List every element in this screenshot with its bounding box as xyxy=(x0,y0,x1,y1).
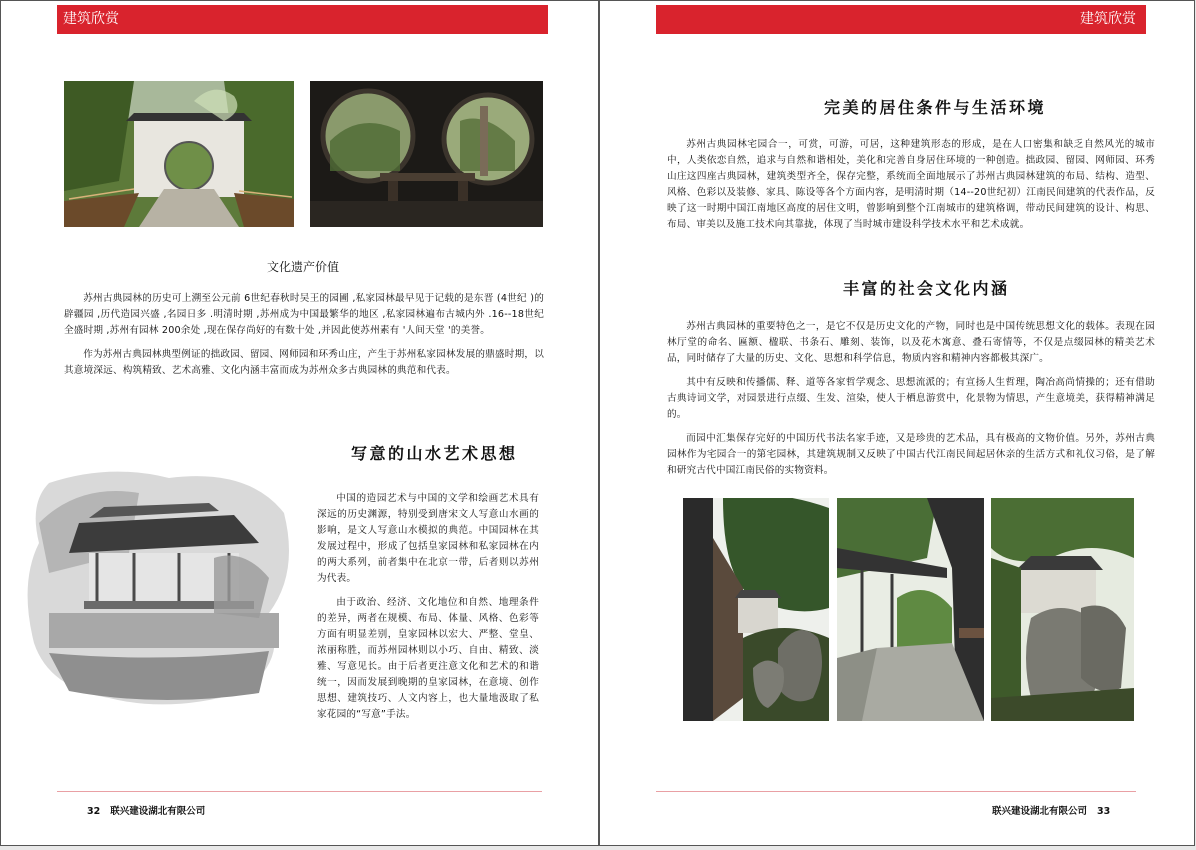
living-paragraph-1: 苏州古典园林宅园合一，可赏，可游，可居，这种建筑形态的形成，是在人口密集和缺乏自然风光的城市中，人类依恋自然，追求与自然和谐相处，美化和完善自身居住环境的一种创造。拙政园、留园、网师园、环秀山庄这四座古典园林，建筑类型齐全，保存完整，系统而全面地展示了苏州古典园林建筑的布局、结构、造型、风格、色彩以及装修、家具、陈设等各个方面内容，是明清时期（14--20世纪初）江南民间建筑的代表作品，反映了这一时期中国江南地区高度的居住文明，曾影响到整个江南城市的建筑格调，带动民间建筑的设计、构思、布局、审美以及施工技术向其靠拢，体现了当时城市建设科学技术水平和艺术成就。 xyxy=(667,139,1155,230)
art-section-title: 写意的山水艺术思想 xyxy=(351,444,518,463)
living-text-block xyxy=(667,137,1155,241)
page-number: 33 xyxy=(1097,806,1111,817)
photo-rockery-pavilion xyxy=(991,498,1134,721)
heritage-text-block xyxy=(64,291,544,387)
footer-company: 联兴建设湖北有限公司 xyxy=(110,806,206,817)
culture-paragraph-3: 而园中汇集保存完好的中国历代书法名家手迹，又是珍贵的艺术品，具有极高的文物价值。另外，苏州古典园林作为宅园合一的第宅园林，其建筑规制又反映了中国古代江南民间起居休亲的生活方式和礼仪习俗，是了解和研究古代中国江南民俗的实物资料。 xyxy=(667,433,1155,476)
photo-covered-walkway xyxy=(837,498,984,721)
culture-section-title: 丰富的社会文化内涵 xyxy=(843,279,1010,298)
photo-moon-gate-garden xyxy=(64,81,294,227)
footer xyxy=(87,803,215,817)
footer-divider xyxy=(57,791,542,792)
culture-paragraph-2: 其中有反映和传播儒、释、道等各家哲学观念、思想流派的；有宣扬人生哲理，陶冶高尚情操的；还有借助古典诗词文学，对园景进行点缀、生发、渲染，使人于栖息游赏中，化景物为情思，产生意境美，获得精神满足的。 xyxy=(667,377,1155,420)
photo-round-windows-interior xyxy=(310,81,543,227)
header-bar: 建筑欣赏 xyxy=(656,5,1146,34)
art-paragraph-1: 中国的造园艺术与中国的文学和绘画艺术具有深远的历史渊源，特别受到唐宋文人写意山水画的影响，是文人写意山水模拟的典范。中国园林在其发展过程中，形成了包括皇家园林和私家园林在内的两大系列，前者集中在北京一带，后者则以苏州为代表。 xyxy=(317,493,539,584)
heritage-paragraph-1: 苏州古典园林的历史可上溯至公元前 6世纪春秋时吴王的园圃 ,私家园林最早见于记载的是东晋 (4世纪 )的辟疆园 ,历代造园兴盛 ,名园日多 .明清时期 ,苏州成为中国最繁华的地区 ,私家园林遍布古城内外 .16--18世纪全盛时期 ,苏州有园林 200余处 ,现在保存尚好的有数十处 ,并因此使苏州素有 '人间天堂 '的美誉。 xyxy=(64,293,544,336)
footer xyxy=(992,803,1120,817)
culture-text-block xyxy=(667,319,1155,487)
left-page xyxy=(0,0,599,846)
culture-paragraph-1: 苏州古典园林的重要特色之一，是它不仅是历史文化的产物，同时也是中国传统思想文化的载体。表现在园林厅堂的命名、匾额、楹联、书条石、雕刻、装饰，以及花木寓意、叠石寄情等，不仅是点缀园林的精美艺术品，同时储存了大量的历史、文化、思想和科学信息，物质内容和精神内容都极其深广。 xyxy=(667,321,1155,364)
footer-company: 联兴建设湖北有限公司 xyxy=(992,806,1088,817)
footer-divider xyxy=(656,791,1136,792)
heritage-title: 文化遗产价值 xyxy=(267,260,340,274)
ink-wash-pavilion-illustration xyxy=(19,463,301,713)
art-paragraph-2: 由于政治、经济、文化地位和自然、地理条件的差异，两者在规模、布局、体量、风格、色彩等方面有明显差别，皇家园林以宏大、严整、堂皇、浓丽称胜，而苏州园林则以小巧、自由、精致、淡雅、写意见长。由于后者更注意文化和艺术的和谐统一，因而发展到晚期的皇家园林，在意境、创作思想、建筑技巧、人文内容上，也大量地汲取了私家花园的“写意”手法。 xyxy=(317,597,539,720)
page-number: 32 xyxy=(87,806,101,817)
right-page xyxy=(599,0,1195,846)
heritage-paragraph-2: 作为苏州古典园林典型例证的拙政园、留园、网师园和环秀山庄，产生于苏州私家园林发展的鼎盛时期，以其意境深远、构筑精致、艺术高雅、文化内涵丰富而成为苏州众多古典园林的典范和代表。 xyxy=(64,349,544,376)
living-section-title: 完美的居住条件与生活环境 xyxy=(824,98,1047,117)
art-text-block xyxy=(317,491,539,731)
header-bar: 建筑欣赏 xyxy=(57,5,548,34)
photo-corridor-trees xyxy=(683,498,829,721)
